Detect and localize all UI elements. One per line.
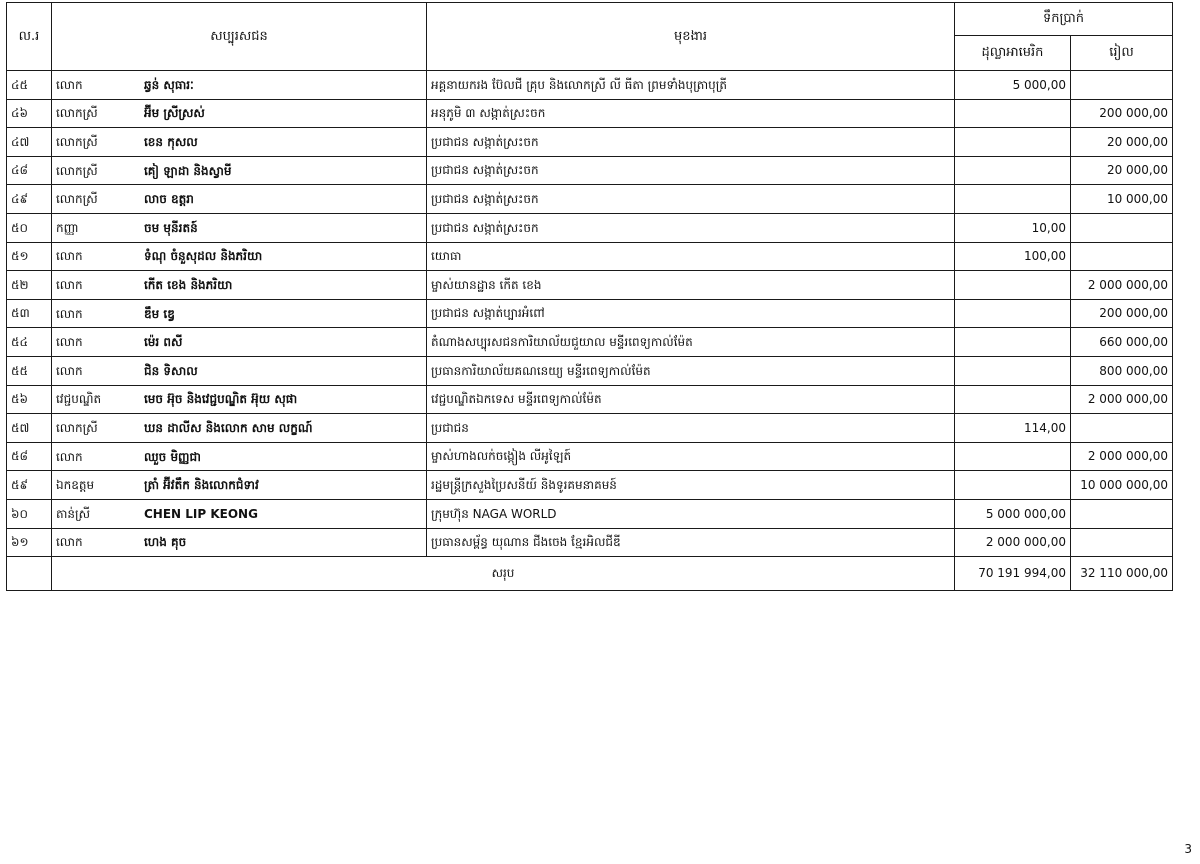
- amount-khr: 20 000,00: [1071, 128, 1173, 157]
- donor-position: អនុភូមិ ៣ សង្កាត់ស្រះចក: [427, 99, 955, 128]
- header-khr: រៀល: [1071, 36, 1173, 71]
- amount-khr: 2 000 000,00: [1071, 385, 1173, 414]
- table-row: [7, 99, 1173, 128]
- donor-cell: [52, 299, 427, 328]
- row-number: ៥៥: [7, 356, 52, 385]
- amount-khr: [1071, 242, 1173, 271]
- donor-title: លោក: [56, 334, 83, 349]
- amount-khr: 660 000,00: [1071, 328, 1173, 357]
- amount-usd: [955, 271, 1071, 300]
- table-row: [7, 156, 1173, 185]
- donor-title: លោកស្រី: [56, 134, 98, 149]
- amount-khr: [1071, 213, 1173, 242]
- row-number: ៤៥: [7, 71, 52, 100]
- table-row: [7, 185, 1173, 214]
- amount-khr: [1071, 499, 1173, 528]
- row-number: ៤៧: [7, 128, 52, 157]
- donor-position: ប្រជាជន សង្កាត់ប្បារអំពៅ: [427, 299, 955, 328]
- donor-name: [144, 478, 259, 492]
- donor-position: ប្រជាជន សង្កាត់ស្រះចក: [427, 128, 955, 157]
- amount-usd: 114,00: [955, 414, 1071, 443]
- amount-khr: [1071, 414, 1173, 443]
- donor-position: អគ្គនាយករង ប៊ែលជី គ្រុប និងលោកស្រី លី ធីតា ព្រមទាំងបុត្រាបុត្រី: [427, 71, 955, 100]
- donor-name: [144, 392, 297, 406]
- donor-name: [144, 192, 194, 206]
- donor-title: តាន់ស្រី: [56, 506, 91, 521]
- donor-title: លោក: [56, 77, 83, 92]
- table-row: [7, 213, 1173, 242]
- amount-khr: 800 000,00: [1071, 356, 1173, 385]
- row-number: ៤៩: [7, 185, 52, 214]
- donor-name-text: ឆ្វន់ សុធារៈ: [144, 77, 194, 92]
- amount-usd: [955, 99, 1071, 128]
- donor-title: វេជ្ជបណ្ឌិត: [56, 392, 102, 407]
- donor-name-text: CHEN LIP KEONG: [144, 506, 258, 521]
- donor-title: លោកស្រី: [56, 191, 98, 206]
- donor-cell: [52, 385, 427, 414]
- donor-name: [144, 507, 258, 521]
- donor-position: តំណាងសប្បុរសជនការិយាល័យជួយាល មន្ទីរពេទ្យកាល់ម៉ែត: [427, 328, 955, 357]
- donor-cell: [52, 156, 427, 185]
- amount-khr: 20 000,00: [1071, 156, 1173, 185]
- donor-position: រដ្ឋមន្ត្រីក្រសួងប្រៃសនីយ៍ និងទូរគមនាគមន៍: [427, 471, 955, 500]
- header-row: [7, 3, 1173, 36]
- donor-cell: [52, 328, 427, 357]
- donor-cell: [52, 471, 427, 500]
- donor-title: លោក: [56, 277, 83, 292]
- row-number: ៥២: [7, 271, 52, 300]
- donor-name-text: ទំណុ ចំនួសុដល និងភរិយា: [144, 249, 263, 264]
- row-number: ៥៧: [7, 414, 52, 443]
- donor-name-text: ឌឹម ឌ្វេ: [144, 306, 175, 321]
- donor-cell: [52, 499, 427, 528]
- header-donor: សប្បុរសជន: [52, 3, 427, 71]
- donor-name: [144, 449, 201, 463]
- table-row: [7, 385, 1173, 414]
- row-number: ៥០: [7, 213, 52, 242]
- page-number: 3: [1184, 842, 1192, 856]
- donor-name: [144, 135, 198, 149]
- donor-title: លោក: [56, 535, 83, 550]
- amount-usd: 10,00: [955, 213, 1071, 242]
- table-row: [7, 471, 1173, 500]
- donor-cell: [52, 213, 427, 242]
- amount-khr: [1071, 528, 1173, 557]
- header-no: ល.រ: [7, 3, 52, 71]
- amount-usd: [955, 385, 1071, 414]
- donor-name: [144, 335, 182, 349]
- amount-khr: 10 000 000,00: [1071, 471, 1173, 500]
- table-row: [7, 528, 1173, 557]
- donor-position: ប្រជាជន សង្កាត់ស្រះចក: [427, 156, 955, 185]
- donor-position: ក្រុមហ៊ុន NAGA WORLD: [427, 499, 955, 528]
- donor-cell: [52, 71, 427, 100]
- amount-khr: 10 000,00: [1071, 185, 1173, 214]
- amount-usd: [955, 471, 1071, 500]
- row-number: ៥៤: [7, 328, 52, 357]
- total-khr: 32 110 000,00: [1071, 557, 1173, 591]
- total-row: [7, 557, 1173, 591]
- row-number: ៦០: [7, 499, 52, 528]
- table-row: [7, 271, 1173, 300]
- donor-name-text: ជិន ទិសាល: [144, 363, 198, 378]
- total-empty-cell: [7, 557, 52, 591]
- donations-table: [6, 2, 1173, 591]
- amount-khr: [1071, 71, 1173, 100]
- donor-name: [144, 106, 205, 120]
- amount-khr: 200 000,00: [1071, 299, 1173, 328]
- donor-title: លោក: [56, 306, 83, 321]
- table-row: [7, 242, 1173, 271]
- donor-cell: [52, 528, 427, 557]
- row-number: ៥៩: [7, 471, 52, 500]
- donor-title: លោកស្រី: [56, 420, 98, 435]
- donor-name-text: ត្រាំ អ៊ីវតឹក និងលោកជំទាវ: [144, 477, 259, 492]
- donor-name-text: ហេង គុច: [144, 535, 187, 550]
- table-row: [7, 128, 1173, 157]
- row-number: ៤៦: [7, 99, 52, 128]
- donor-title: លោក: [56, 249, 83, 264]
- donor-title: លោក: [56, 363, 83, 378]
- donor-cell: [52, 356, 427, 385]
- donor-position: ប្រធានការិយាល័យគណនេយ្យ មន្ទីរពេទ្យកាល់ម៉ែត: [427, 356, 955, 385]
- donor-position: វេជ្ជបណ្ឌិតឯកទេស មន្ទីរពេទ្យកាល់ម៉ែត: [427, 385, 955, 414]
- header-usd: ដុល្លាអាមេរិក: [955, 36, 1071, 71]
- donor-cell: [52, 128, 427, 157]
- donor-name: [144, 421, 312, 435]
- donor-name: [144, 221, 198, 235]
- table-row: [7, 414, 1173, 443]
- amount-usd: [955, 299, 1071, 328]
- donor-cell: [52, 414, 427, 443]
- table-row: [7, 499, 1173, 528]
- row-number: ៥៣: [7, 299, 52, 328]
- table-row: [7, 71, 1173, 100]
- donor-name-text: ម៉េរ ពសី: [144, 334, 183, 349]
- donor-cell: [52, 185, 427, 214]
- amount-usd: [955, 328, 1071, 357]
- amount-usd: 2 000 000,00: [955, 528, 1071, 557]
- table-row: [7, 328, 1173, 357]
- donor-cell: [52, 242, 427, 271]
- header-amount: ទឹកប្រាក់: [955, 3, 1173, 36]
- donor-name: [144, 364, 198, 378]
- donor-title: លោកស្រី: [56, 106, 98, 121]
- donor-name: [144, 163, 232, 177]
- table-row: [7, 299, 1173, 328]
- amount-usd: [955, 442, 1071, 471]
- row-number: ៤៨: [7, 156, 52, 185]
- table-row: [7, 356, 1173, 385]
- donor-position: ប្រជាជន សង្កាត់ស្រះចក: [427, 185, 955, 214]
- header-position: មុខងារ: [427, 3, 955, 71]
- amount-khr: 2 000 000,00: [1071, 271, 1173, 300]
- donor-position: ប្រជាជន: [427, 414, 955, 443]
- total-usd: 70 191 994,00: [955, 557, 1071, 591]
- donor-title: លោកស្រី: [56, 163, 98, 178]
- donor-name-text: ឈួច មិញ្ញជា: [144, 449, 201, 464]
- donor-name-text: អ៊ីម ស្រីស្រស់: [144, 106, 205, 121]
- donor-cell: [52, 99, 427, 128]
- donor-name-text: លាច ឧត្តរា: [144, 191, 194, 206]
- total-label: សរុប: [52, 557, 955, 591]
- donor-name: [144, 535, 186, 549]
- donor-cell: [52, 442, 427, 471]
- donor-name: [144, 278, 232, 292]
- amount-usd: 100,00: [955, 242, 1071, 271]
- donor-position: ប្រធានសម្ព័ន្ធ យុណាន ជីងចេង ខ្មែរអិលជីឌី: [427, 528, 955, 557]
- amount-khr: 200 000,00: [1071, 99, 1173, 128]
- amount-usd: [955, 156, 1071, 185]
- donor-name: [144, 249, 262, 263]
- donor-title: ឯកឧត្តម: [56, 477, 95, 492]
- donor-position: ម្ចាស់ហាងលក់ចង្កៀង លីអូឡៃត៍: [427, 442, 955, 471]
- donor-name: [144, 306, 175, 320]
- donor-position: យោធា: [427, 242, 955, 271]
- table-row: [7, 442, 1173, 471]
- amount-usd: [955, 128, 1071, 157]
- donor-title: លោក: [56, 449, 83, 464]
- donor-name: [144, 78, 194, 92]
- donor-name-text: ឃន ដាលីស និងលោក សាម លក្ខណ៍: [144, 420, 313, 435]
- row-number: ៥៨: [7, 442, 52, 471]
- row-number: ៥៦: [7, 385, 52, 414]
- amount-usd: 5 000,00: [955, 71, 1071, 100]
- row-number: ៦១: [7, 528, 52, 557]
- donor-name-text: គៀ ឡាដា និងស្វាមី: [144, 163, 232, 178]
- donor-name-text: កើត ខេង និងភរិយា: [144, 277, 233, 292]
- donor-title: កញ្ញា: [56, 220, 79, 235]
- donor-position: ប្រជាជន សង្កាត់ស្រះចក: [427, 213, 955, 242]
- row-number: ៥១: [7, 242, 52, 271]
- amount-usd: 5 000 000,00: [955, 499, 1071, 528]
- donor-position: ម្ចាស់យានដ្ឋាន កើត ខេង: [427, 271, 955, 300]
- donor-cell: [52, 271, 427, 300]
- donor-name-text: ខេន កុសល: [144, 134, 198, 149]
- donor-name-text: ចម មុនីរតន៍: [144, 220, 198, 235]
- donor-name-text: មេច អ៊ុច និងវេជ្ជបណ្ឌិត អ៊ុយ សុផា: [144, 392, 298, 407]
- amount-usd: [955, 356, 1071, 385]
- amount-usd: [955, 185, 1071, 214]
- amount-khr: 2 000 000,00: [1071, 442, 1173, 471]
